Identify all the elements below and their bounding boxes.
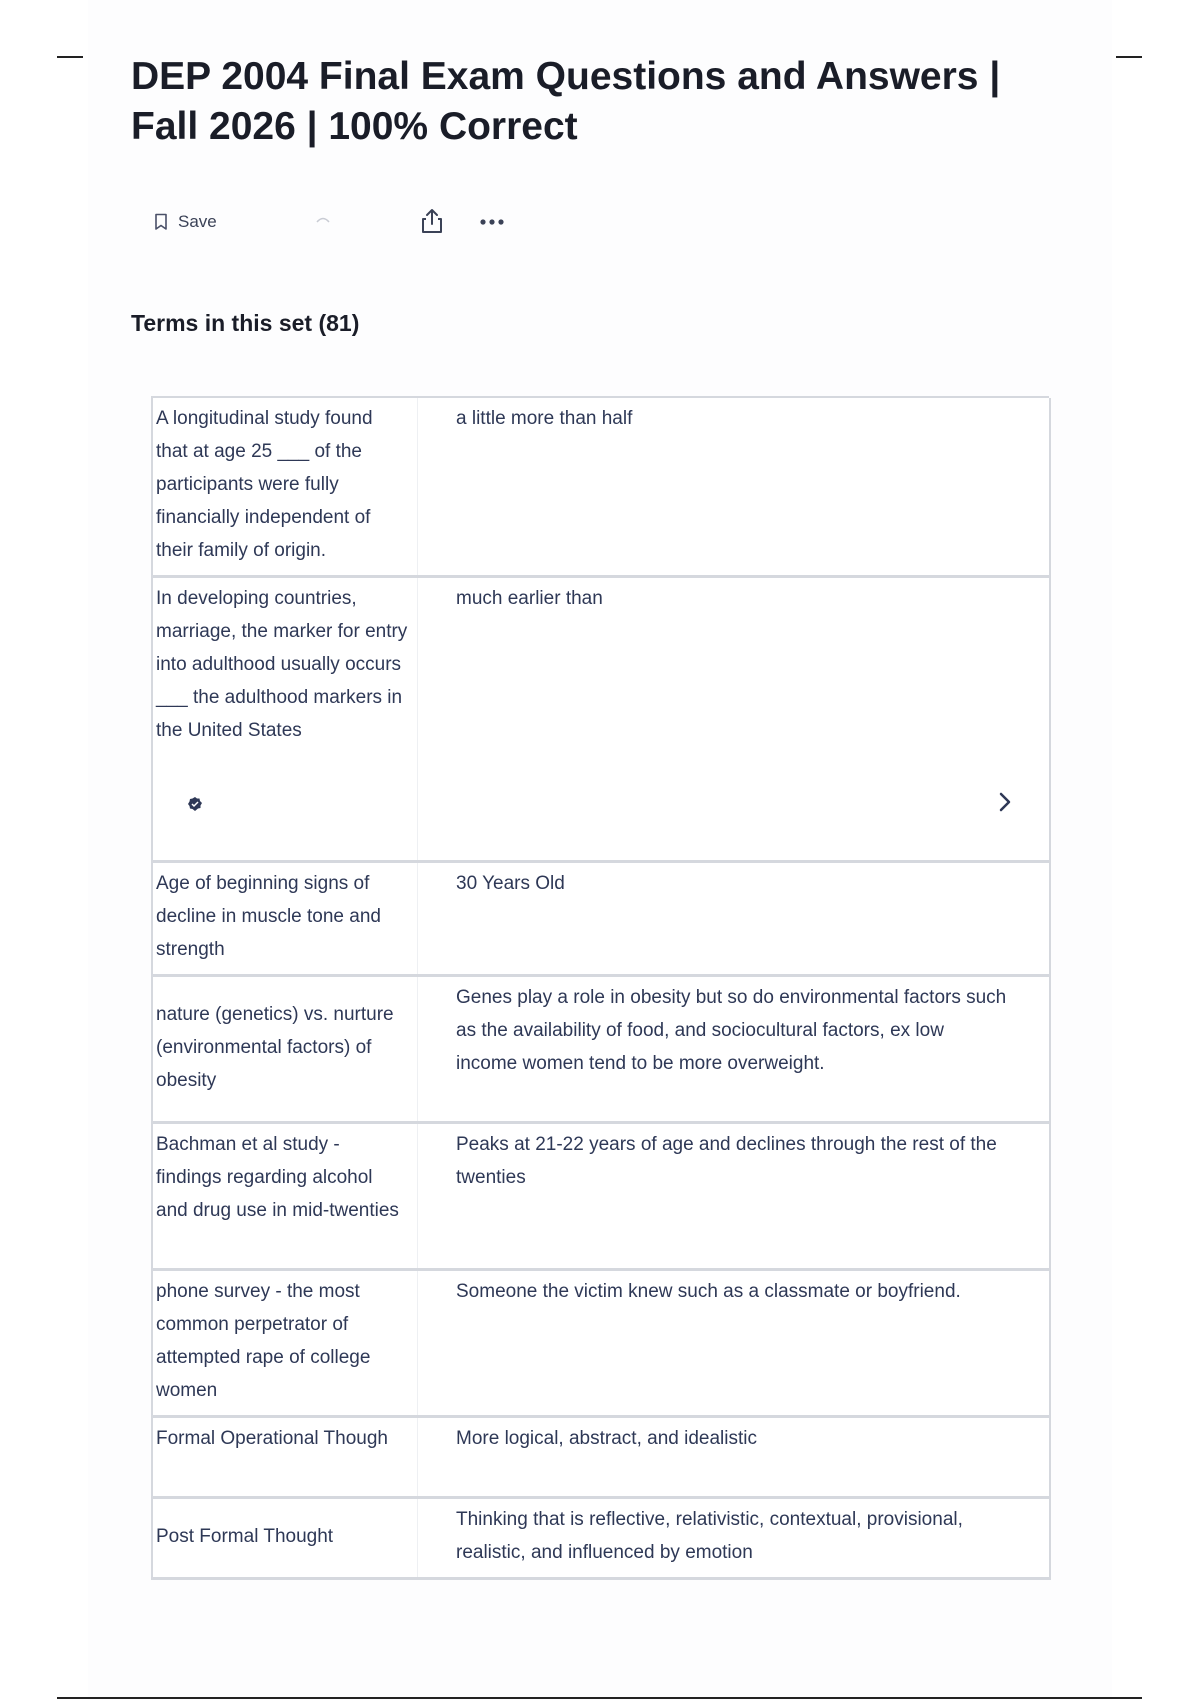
- term-text: phone survey - the most common perpetrator of attempted rape of college women: [153, 1271, 418, 1415]
- term-text: Formal Operational Though: [153, 1418, 418, 1496]
- page-bottom-rule: [57, 1697, 1142, 1699]
- definition-text: Peaks at 21-22 years of age and declines through the rest of the twenties: [456, 1134, 997, 1188]
- term-text: Age of beginning signs of decline in muscle tone and strength: [153, 863, 418, 974]
- verified-badge-icon: [187, 796, 203, 817]
- term-row-4: [151, 977, 1051, 1124]
- save-label: Save: [178, 212, 217, 231]
- term-row-8: [151, 1499, 1051, 1580]
- term-row-2: [151, 578, 1051, 863]
- bookmark-icon: [154, 213, 168, 231]
- more-options-button[interactable]: [474, 205, 510, 239]
- term-text: Post Formal Thought: [153, 1499, 418, 1577]
- page-title: DEP 2004 Final Exam Questions and Answers | Fall 2026 | 100% Correct: [131, 55, 1001, 148]
- more-icon: [478, 215, 506, 230]
- corner-mark-right: [1116, 56, 1142, 58]
- definition-text: Genes play a role in obesity but so do environmental factors such as the availability of food, and sociocultural factors, ex low income women tend to be more overweight.: [456, 987, 1007, 1074]
- term-text: nature (genetics) vs. nurture (environmental factors) of obesity: [153, 977, 418, 1121]
- action-bar: [154, 205, 554, 239]
- term-row-3: [151, 863, 1051, 977]
- terms-table: [151, 396, 1049, 1580]
- definition-text: much earlier than: [456, 588, 603, 609]
- share-icon: [420, 223, 444, 238]
- terms-heading: Terms in this set (81): [131, 310, 360, 336]
- term-text: In developing countries, marriage, the marker for entry into adulthood usually occurs ___ the adulthood markers in the United States: [153, 578, 418, 860]
- definition-text: More logical, abstract, and idealistic: [456, 1428, 757, 1449]
- term-row-5: [151, 1124, 1051, 1271]
- share-button[interactable]: [414, 205, 450, 239]
- term-text: Bachman et al study - findings regarding alcohol and drug use in mid-twenties: [153, 1124, 418, 1268]
- corner-mark-left: [57, 56, 83, 58]
- chevron-right-icon[interactable]: [997, 790, 1013, 819]
- definition-text: Thinking that is reflective, relativistic, contextual, provisional, realistic, and influenced by emotion: [456, 1509, 963, 1563]
- loading-indicator-icon: [314, 211, 332, 229]
- term-row-7: [151, 1418, 1051, 1499]
- definition-text: a little more than half: [456, 408, 633, 429]
- definition-text: Someone the victim knew such as a classmate or boyfriend.: [456, 1281, 961, 1302]
- definition-text: 30 Years Old: [456, 873, 565, 894]
- term-text: A longitudinal study found that at age 25 ___ of the participants were fully financially independent of their family of origin.: [153, 398, 418, 575]
- save-button[interactable]: [154, 205, 217, 239]
- term-row-1: [151, 398, 1051, 578]
- term-row-6: [151, 1271, 1051, 1418]
